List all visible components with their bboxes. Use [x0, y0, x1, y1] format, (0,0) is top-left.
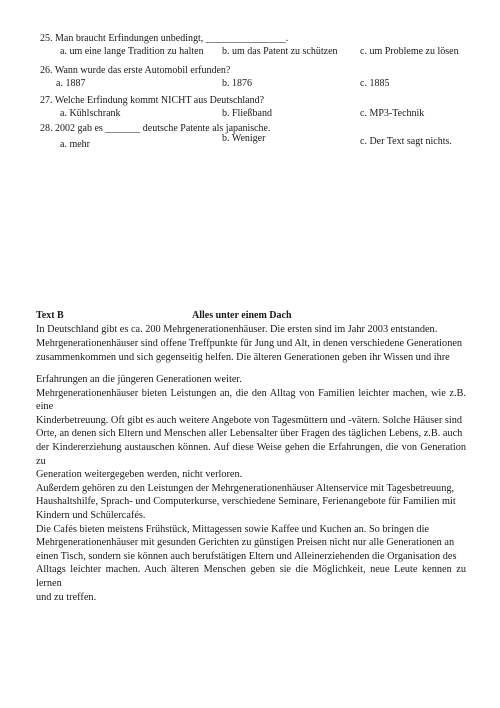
option-b: b. Fließband [222, 108, 272, 119]
reading-text-b [36, 310, 466, 604]
question-stem: 26. Wann wurde das erste Automobil erfunden? [40, 65, 231, 76]
option-a: a. mehr [60, 139, 90, 150]
paragraph-1 [36, 323, 466, 365]
option-b: b. 1876 [222, 78, 252, 89]
text-line: einen Tisch, sondern sie können auch berufstätigen Eltern und Alleinerziehenden die Organisation des [36, 550, 457, 562]
paragraph-2 [36, 373, 466, 604]
answer-options [40, 135, 480, 148]
text-line: Generation weitergegeben werden, nicht verloren. [36, 469, 243, 481]
answer-options [40, 77, 480, 90]
text-line: und zu treffen. [36, 591, 97, 603]
text-line: Kindern und Schülercafés. [36, 509, 146, 521]
text-label: Text B [36, 310, 64, 321]
question-28 [40, 122, 480, 148]
text-line: zusammenkommen und sich gegenseitig helfen. Die älteren Generationen geben ihr Wissen und ihre [36, 352, 450, 363]
option-c: c. MP3-Technik [360, 108, 425, 119]
question-26 [40, 64, 480, 90]
text-line: Die Cafés bieten meistens Frühstück, Mittagessen sowie Kaffee und Kuchen an. So bringen die [36, 523, 430, 535]
text-line: Mehrgenerationenhäuser sind offene Treffpunkte für Jung und Alt, in denen verschiedene Generationen [36, 338, 463, 349]
answer-options [40, 45, 480, 58]
text-line: der Kindererziehung austauschen können. Auf diese Weise gehen die Erfahrungen, die von Generation zu [36, 441, 466, 467]
question-stem: 25. Man braucht Erfindungen unbedingt, ________________. [40, 33, 289, 44]
option-c: c. Der Text sagt nichts. [360, 136, 452, 147]
option-a: a. Kühlschrank [60, 108, 121, 119]
text-line: Mehrgenerationenhäuser bieten Leistungen an, die den Alltag von Familien leichter machen, wie z.B. eine [36, 387, 466, 413]
option-b: b. Weniger [222, 133, 266, 144]
text-title: Alles unter einem Dach [192, 310, 292, 321]
text-line: Mehrgenerationenhäuser mit gesunden Gerichten zu günstigen Preisen nicht nur alle Generationen an [36, 537, 455, 549]
question-stem: 28. 2002 gab es _______ deutsche Patente als japanische. [40, 123, 271, 134]
question-27 [40, 94, 480, 120]
option-a: a. um eine lange Tradition zu halten [60, 46, 204, 57]
answer-options [40, 107, 480, 120]
question-stem: 27. Welche Erfindung kommt NICHT aus Deutschland? [40, 95, 265, 106]
option-a: a. 1887 [56, 78, 86, 89]
option-b: b. um das Patent zu schützen [222, 46, 338, 57]
text-line: Alltags leichter machen. Auch älteren Menschen geben sie die Möglichkeit, neue Leute kennen zu lernen [36, 564, 466, 589]
text-line: Erfahrungen an die jüngeren Generationen weiter. [36, 374, 242, 385]
text-line: Außerdem gehören zu den Leistungen der Mehrgenerationenhäuser Altenservice mit Tagesbetreuung, [36, 482, 455, 494]
text-line: Orte, an denen sich Eltern und Menschen aller Lebensalter über Fragen des täglichen Lebens, z.B. auch [36, 428, 463, 440]
text-line: Haushaltshilfe, Sprach- und Computerkurse, verschiedene Seminare, Ferienangebote für Familien mit [36, 496, 456, 508]
text-line: In Deutschland gibt es ca. 200 Mehrgenerationenhäuser. Die ersten sind im Jahr 2003 entstanden. [36, 324, 438, 335]
text-header [36, 310, 466, 323]
option-c: c. um Probleme zu lösen [360, 46, 459, 57]
option-c: c. 1885 [360, 78, 390, 89]
question-25 [40, 32, 480, 58]
text-line: Kinderbetreuung. Oft gibt es auch weitere Angebote von Tagesmüttern und -vätern. Solche Häuser sind [36, 414, 463, 426]
